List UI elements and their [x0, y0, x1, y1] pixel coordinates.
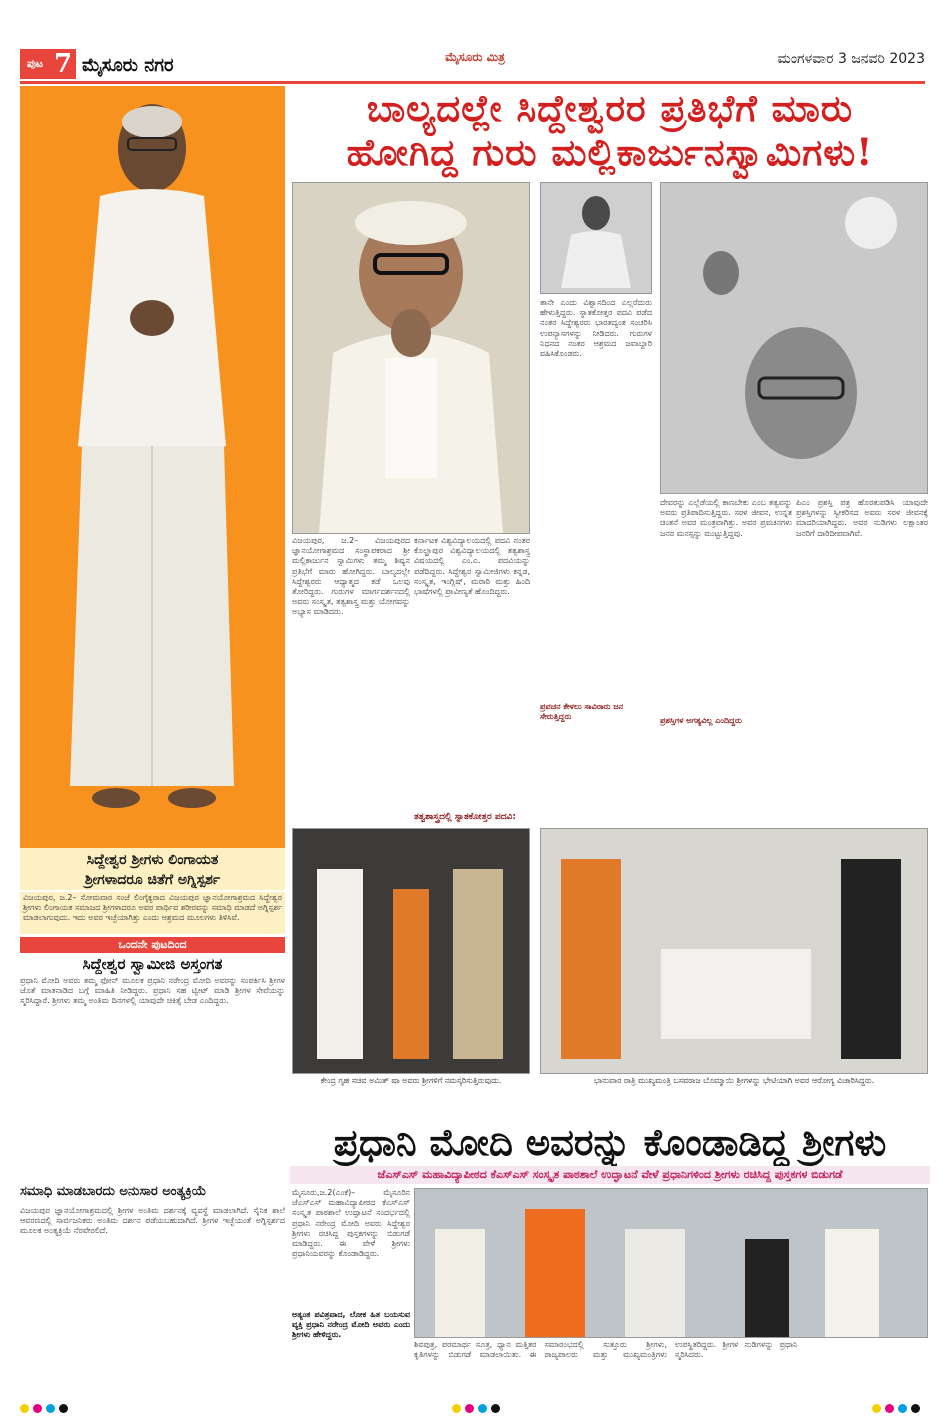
main-story-col1 — [292, 536, 410, 824]
main-story-col1-text: ವಿಜಯಪುರ, ಜ.2– ವಿಜಯಪುರದ ಜ್ಞಾನಯೋಗಾಶ್ರಮದ ಸಂಸ್ಥಾಪಕರಾದ ಶ್ರೀ ಮಲ್ಲಿಕಾರ್ಜುನ ಸ್ವಾಮಿಗಳು ತಮ್ಮ ಶಿಷ್ಯನ ಪ್ರತಿಭೆಗೆ ಮಾರು ಹೋಗಿದ್ದರು. ಬಾಲ್ಯದಲ್ಲೇ ಸಿದ್ದೇಶ್ವರರು ಆಧ್ಯಾತ್ಮದ ಕಡೆ ಒಲವು ತೋರಿದ್ದರು. ಗುರುಗಳ ಮಾರ್ಗದರ್ಶನದಲ್ಲಿ ಅವರು ಸಂಸ್ಕೃತ, ತತ್ವಶಾಸ್ತ್ರ ಮತ್ತು ಯೋಗವನ್ನು ಅಭ್ಯಾಸ ಮಾಡಿದರು. — [292, 536, 410, 617]
guru-portrait-photo — [292, 182, 530, 534]
modi-story-text-left-bold-body: ಅತ್ಯಂತ ಪವಿತ್ರವಾದ, ಲೋಕ ಹಿತ ಬಯಸುವ ವ್ಯಕ್ತಿ ಪ್ರಧಾನಿ ನರೇಂದ್ರ ಮೋದಿ ಅವರು ಎಂದು ಶ್ರೀಗಳು ಹೇಳಿದ್ದರು. — [292, 1310, 410, 1340]
continued-subhead: ಸಮಾಧಿ ಮಾಡಬಾರದು ಅನುಸಾರ ಅಂತ್ಯಕ್ರಿಯೆ — [20, 1184, 207, 1199]
magenta-dot — [885, 1404, 894, 1413]
yellow-dot — [872, 1404, 881, 1413]
guru-portrait-illustration — [293, 183, 529, 533]
continued-text-body: ಪ್ರಧಾನಿ ಮೋದಿ ಅವರು ತಮ್ಮ ಫೋನ್ ಮೂಲಕ ಪ್ರಧಾನಿ ನರೇಂದ್ರ ಮೋದಿ ಅವರನ್ನು ಸಂಪರ್ಕಿಸಿ ಶ್ರೀಗಳ ಜೊತೆ ಮಾತನಾಡಿದ ಬಗ್ಗೆ ಮಾಹಿತಿ ನೀಡಿದ್ದರು. ಪ್ರಧಾನಿ ಸಹ ಟ್ವೀಟ್ ಮಾಡಿ ಶ್ರೀಗಳ ಸೇವೆಯನ್ನು ಸ್ಮರಿಸಿದ್ದಾರೆ. ಶ್ರೀಗಳು ತಮ್ಮ ಅಂತಿಮ ದಿನಗಳಲ್ಲಿ ಯಾವುದೇ ಚಿಕಿತ್ಸೆ ಬೇಡ ಎಂದಿದ್ದರು. — [20, 976, 285, 1006]
main-story-col4-subhead: ಪ್ರಶಸ್ತಿಗಳ ಅಗತ್ಯವಿಲ್ಲ ಎಂದಿದ್ದರು — [660, 716, 742, 725]
continued-text2-body: ವಿಜಯಪುರ ಜ್ಞಾನಯೋಗಾಶ್ರಮದಲ್ಲಿ ಶ್ರೀಗಳ ಅಂತಿಮ ದರ್ಶನಕ್ಕೆ ವ್ಯವಸ್ಥೆ ಮಾಡಲಾಗಿದೆ. ಸೈನಿಕ ಶಾಲೆ ಆವರಣದಲ್ಲಿ ಸಾರ್ವಜನಿಕರು ಅಂತಿಮ ದರ್ಶನ ಪಡೆಯಬಹುದಾಗಿದೆ. ಶ್ರೀಗಳ ಇಚ್ಛೆಯಂತೆ ಅಗ್ನಿಸ್ಪರ್ಶದ ಮೂಲಕ ಅಂತ್ಯಕ್ರಿಯೆ ನೆರವೇರಲಿದೆ. — [20, 1206, 285, 1236]
young-siddeshwara-illustration — [541, 183, 651, 293]
continued-from-front-bar: ಒಂದನೇ ಪುಟದಿಂದ — [20, 937, 285, 953]
black-dot — [911, 1404, 920, 1413]
modi-story-text-left — [292, 1188, 410, 1308]
hospital-visit-illustration — [541, 829, 927, 1073]
modi-headline: ಪ್ರಧಾನಿ ಮೋದಿ ಅವರನ್ನು ಕೊಂಡಾಡಿದ್ದ ಶ್ರೀಗಳು — [333, 1120, 887, 1164]
main-story-col5 — [796, 498, 928, 822]
main-story-col2 — [414, 536, 530, 812]
header-rule — [20, 81, 925, 84]
swamiji-sketch-artwork — [660, 182, 928, 494]
main-story-col3-subhead: ಪ್ರವಚನ ಕೇಳಲು ಸಾವಿರಾರು ಜನ ಸೇರುತ್ತಿದ್ದರು — [540, 702, 624, 721]
book-release-illustration — [415, 1189, 927, 1337]
black-dot — [59, 1404, 68, 1413]
modi-story-text-left-bold — [292, 1310, 410, 1392]
amit-shah-photo — [292, 828, 530, 1074]
paper-name: ಮೈಸೂರು ಮಿತ್ರ — [445, 50, 505, 64]
amit-shah-caption: ಕೇಂದ್ರ ಗೃಹ ಸಚಿವ ಅಮಿತ್ ಷಾ ಅವರು ಶ್ರೀಗಳಿಗೆ ನಮಸ್ಕರಿಸುತ್ತಿರುವುದು. — [292, 1076, 530, 1090]
registration-marks-left — [20, 1404, 68, 1413]
main-headline — [290, 86, 930, 178]
black-dot — [491, 1404, 500, 1413]
book-release-photo — [414, 1188, 928, 1338]
continued-headline: ಸಿದ್ದೇಶ್ವರ ಸ್ವಾಮೀಜಿ ಅಸ್ತಂಗತ — [82, 955, 223, 973]
main-story-col4-text: ದೇವರನ್ನು ಎಲ್ಲೆಡೆಯಲ್ಲಿ ಕಾಣಬೇಕು ಎಂಬ ತತ್ವವನ್ನು ಅವರು ಪ್ರತಿಪಾದಿಸುತ್ತಿದ್ದರು. ಸರಳ ಜೀವನ, ಉನ್ನತ ಚಿಂತನೆ ಅವರ ಮಂತ್ರವಾಗಿತ್ತು. ಅವರ ಪ್ರವಚನಗಳು ಜನರ ಮನಸ್ಸನ್ನು ಮುಟ್ಟುತ್ತಿದ್ದವು. — [660, 498, 792, 538]
magenta-dot — [465, 1404, 474, 1413]
main-story-col3-text: ತಾನೇ ಎಂದು ವಿಶ್ವಾಸದಿಂದ ಎಲ್ಲರೆದುರು ಹೇಳುತ್ತಿದ್ದರು. ಸ್ನಾತಕೋತ್ತರ ಪದವಿ ಪಡೆದ ನಂತರ ಸಿದ್ದೇಶ್ವರರು ಭಾರತದ್ಯಂತ ಸಂಚರಿಸಿ ಉಪನ್ಯಾಸಗಳನ್ನು ನೀಡಿದರು. ಗುರುಗಳ ನಿಧನದ ನಂತರ ಆಶ್ರಮದ ಜವಾಬ್ದಾರಿ ವಹಿಸಿಕೊಂಡರು. — [540, 298, 652, 359]
swamiji-portrait-panel — [20, 86, 285, 848]
modi-subheadline: ಜೆಎಸ್‌ಎಸ್ ಮಹಾವಿದ್ಯಾಪೀಠದ ಕೆಎಸ್‌ಎಸ್ ಸಂಸ್ಕೃತ ಪಾಠಶಾಲೆ ಉದ್ಘಾಟನೆ ವೇಳೆ ಪ್ರಧಾನಿಗಳಿಂದ ಶ್ರೀಗಳು ರಚಿಸಿದ್ದ ಪುಸ್ತಕಗಳ ಬಿಡುಗಡೆ — [290, 1166, 930, 1184]
modi-story-text-bottom-body: ಶಿವಪುತ್ರ, ಪರಮಾರ್ಥ ಸೂತ್ರ, ಧ್ಯಾನ ಮತ್ತಿತರ ಕೃತಿಗಳನ್ನು ಬಿಡುಗಡೆ ಮಾಡಲಾಯಿತು. ಈ ಸಮಾರಂಭದಲ್ಲಿ ಸುತ್ತೂರು ಶ್ರೀಗಳು, ರಾಜ್ಯಪಾಲರು ಮತ್ತು ಮುಖ್ಯಮಂತ್ರಿಗಳು ಉಪಸ್ಥಿತರಿದ್ದರು. ಶ್ರೀಗಳ ನುಡಿಗಳನ್ನು ಪ್ರಧಾನಿ ಸ್ಮರಿಸಿದರು. — [414, 1340, 798, 1360]
yellow-dot — [452, 1404, 461, 1413]
main-story-col3 — [540, 298, 652, 702]
registration-marks-right — [872, 1404, 920, 1413]
page-number: 7 — [50, 49, 76, 79]
main-story-col4 — [660, 498, 792, 716]
cyan-dot — [46, 1404, 55, 1413]
page-label: ಪುಟ — [20, 49, 50, 79]
cyan-dot — [898, 1404, 907, 1413]
main-story-col2-text: ಕರ್ನಾಟಕ ವಿಶ್ವವಿದ್ಯಾಲಯದಲ್ಲಿ ಪದವಿ ನಂತರ ಕೊಲ್ಹಾಪುರ ವಿಶ್ವವಿದ್ಯಾಲಯದಲ್ಲಿ ತತ್ವಶಾಸ್ತ್ರ ವಿಷಯದಲ್ಲಿ ಎಂ.ಎ. ಪದವಿಯನ್ನು ಪಡೆದಿದ್ದರು. ಸಿದ್ದೇಶ್ವರ ಸ್ವಾಮೀಜಿಗಳು ಕನ್ನಡ, ಸಂಸ್ಕೃತ, ಇಂಗ್ಲಿಷ್, ಮರಾಠಿ ಮತ್ತು ಹಿಂದಿ ಭಾಷೆಗಳಲ್ಲಿ ಪ್ರಾವೀಣ್ಯತೆ ಹೊಂದಿದ್ದರು. — [414, 536, 530, 597]
cyan-dot — [478, 1404, 487, 1413]
young-siddeshwara-photo — [540, 182, 652, 294]
main-story-col1-subhead: ತತ್ವಶಾಸ್ತ್ರದಲ್ಲಿ ಸ್ನಾತಕೋತ್ತರ ಪದವಿ: — [414, 812, 516, 822]
main-story-col5-text: ಪಿಎಂ ಪ್ರಶಸ್ತಿ ಪತ್ರ ಹೊರತುಪಡಿಸಿ ಯಾವುದೇ ಪ್ರಶಸ್ತಿಗಳನ್ನು ಸ್ವೀಕರಿಸದ ಅವರು ಸರಳ ಜೀವನಕ್ಕೆ ಮಾದರಿಯಾಗಿದ್ದರು. ಅವರ ನುಡಿಗಳು ಲಕ್ಷಾಂತರ ಜನರಿಗೆ ದಾರಿದೀಪವಾಗಿವೆ. — [796, 498, 928, 538]
hospital-visit-caption: ಭಾನುವಾರ ರಾತ್ರಿ ಮುಖ್ಯಮಂತ್ರಿ ಬಸವರಾಜ ಬೊಮ್ಮಾಯಿ ಶ್ರೀಗಳನ್ನು ಭೇಟಿಯಾಗಿ ಅವರ ಆರೋಗ್ಯ ವಿಚಾರಿಸಿದ್ದರು. — [540, 1076, 928, 1090]
section-name: ಮೈಸೂರು ನಗರ — [82, 54, 174, 76]
main-headline-line1: ಬಾಲ್ಯದಲ್ಲೇ ಸಿದ್ದೇಶ್ವರರ ಪ್ರತಿಭೆಗೆ ಮಾರು — [366, 86, 854, 130]
obituary-text-body: ವಿಜಯಪುರ, ಜ.2– ಸೋಮವಾರ ಸಂಜೆ ಲಿಂಗೈಕ್ಯರಾದ ವಿಜಯಪುರ ಜ್ಞಾನಯೋಗಾಶ್ರಮದ ಸಿದ್ದೇಶ್ವರ ಶ್ರೀಗಳು ಲಿಂಗಾಯತ ಸಮಾಜದ ಶ್ರೀಗಳಾದರೂ ಅವರ ಪಾರ್ಥಿವ ಶರೀರವನ್ನು ಸಮಾಧಿ ಮಾಡದೆ ಅಗ್ನಿಸ್ಪರ್ಶ ಮಾಡಲಾಗುವುದು. ಇದು ಅವರ ಇಚ್ಛೆಯಾಗಿತ್ತು ಎಂದು ಆಶ್ರಮದ ಮೂಲಗಳು ತಿಳಿಸಿವೆ. — [23, 893, 282, 923]
swamiji-standing-figure — [20, 86, 285, 848]
magenta-dot — [33, 1404, 42, 1413]
continued-text2 — [20, 1206, 285, 1392]
obituary-text — [20, 892, 285, 934]
yellow-dot — [20, 1404, 29, 1413]
obituary-headline-line2: ಶ್ರೀಗಳಾದರೂ ಚಿತೆಗೆ ಅಗ್ನಿಸ್ಪರ್ಶ — [84, 872, 221, 888]
main-headline-line2: ಹೋಗಿದ್ದ ಗುರು ಮಲ್ಲಿಕಾರ್ಜುನಸ್ವಾಮಿಗಳು! — [346, 130, 874, 174]
registration-marks-center — [452, 1404, 500, 1413]
sketch-illustration — [661, 183, 927, 493]
issue-date: ಮಂಗಳವಾರ 3 ಜನವರಿ 2023 — [777, 51, 925, 67]
obituary-headline — [20, 848, 285, 890]
modi-story-text-bottom — [414, 1340, 928, 1392]
amit-shah-illustration — [293, 829, 529, 1073]
modi-story-text-left-body: ಮೈಸೂರು,ಜ.2(ಎಂಕೆ)– ಮೈಸೂರಿನ ಜೆಎಸ್‌ಎಸ್ ಮಹಾವಿದ್ಯಾಪೀಠದ ಕೆಎಸ್‌ಎಸ್ ಸಂಸ್ಕೃತ ಪಾಠಶಾಲೆ ಉದ್ಘಾಟನೆ ಸಂದರ್ಭದಲ್ಲಿ ಪ್ರಧಾನಿ ನರೇಂದ್ರ ಮೋದಿ ಅವರು ಸಿದ್ದೇಶ್ವರ ಶ್ರೀಗಳು ರಚಿಸಿದ್ದ ಪುಸ್ತಕಗಳನ್ನು ಬಿಡುಗಡೆ ಮಾಡಿದ್ದರು. ಈ ವೇಳೆ ಶ್ರೀಗಳು ಪ್ರಧಾನಿಯವರನ್ನು ಕೊಂಡಾಡಿದ್ದರು. — [292, 1188, 410, 1259]
continued-text — [20, 976, 285, 1182]
hospital-visit-photo — [540, 828, 928, 1074]
obituary-headline-line1: ಸಿದ್ದೇಶ್ವರ ಶ್ರೀಗಳು ಲಿಂಗಾಯತ — [86, 852, 219, 868]
